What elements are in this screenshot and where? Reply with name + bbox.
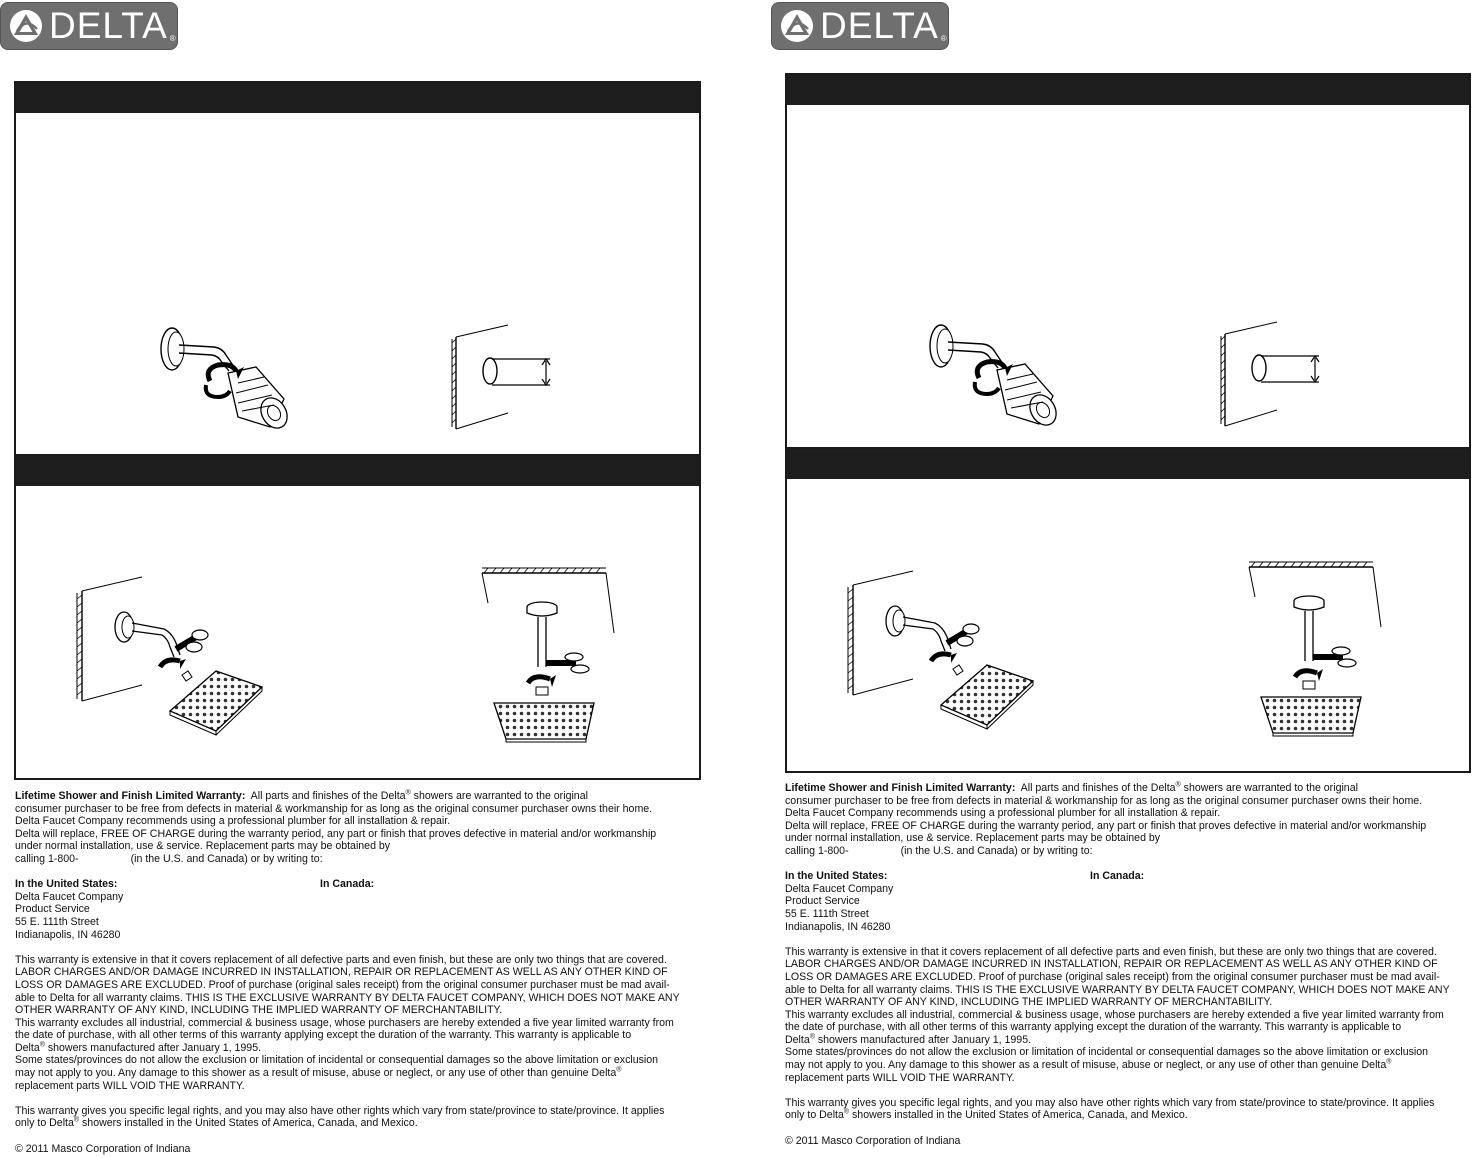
warranty-line: showers installed in the United States of America, Canada, and Mexico. (79, 1117, 418, 1130)
copyright: © 2011 Masco Corporation of Indiana (785, 1134, 961, 1147)
warranty-line: OTHER WARRANTY OF ANY KIND, INCLUDING THE IMPLIED WARRANTY OF MERCHANTABILITY. (15, 1004, 503, 1017)
warranty-line: only to Delta (785, 1109, 844, 1122)
warranty-line: OTHER WARRANTY OF ANY KIND, INCLUDING THE IMPLIED WARRANTY OF MERCHANTABILITY. (785, 996, 1273, 1009)
warranty-line: LABOR CHARGES AND/OR DAMAGE INCURRED IN INSTALLATION, REPAIR OR REPLACEMENT AS WELL AS ANY OTHER KIND OF (785, 958, 1438, 971)
warranty-line: LOSS OR DAMAGES ARE EXCLUDED. Proof of purchase (original sales receipt) from the original consumer purchaser must be mad avail- (15, 978, 670, 991)
warranty-intro: All parts and finishes of the Delta (250, 790, 406, 802)
step-box-1 (14, 81, 701, 457)
wall-mount-square-head-illustration (839, 565, 1059, 735)
warranty-intro-end: showers are warranted to the original (1180, 782, 1358, 794)
canada-heading: In Canada: (1090, 870, 1145, 883)
warranty-line: may not apply to you. Any damage to this shower as a result of misuse, abuse or neglect, or any use of other than genuine Delta (15, 1067, 617, 1080)
brand-name: DELTA (820, 5, 939, 46)
ceiling-mount-square-head-illustration (1243, 557, 1403, 737)
round-showerhead-illustration (921, 320, 1071, 440)
warranty-line: LOSS OR DAMAGES ARE EXCLUDED. Proof of purchase (original sales receipt) from the original consumer purchaser must be mad avail- (785, 970, 1440, 983)
warranty-line: Delta will replace, FREE OF CHARGE during the warranty period, any part or finish that proves defective in material and/or workmanship (15, 827, 657, 840)
step-box-2 (785, 447, 1471, 773)
us-address-line: Delta Faucet Company (15, 890, 124, 903)
registered-mark: ® (1175, 781, 1181, 789)
brand-name: DELTA (49, 5, 168, 46)
step-header-bar (16, 456, 699, 486)
address-block (15, 878, 680, 941)
right-page (770, 0, 1480, 1158)
warranty-line: Some states/provinces do not allow the exclusion or limitation of incidental or consequential damages so the above limitation or exclusion (15, 1054, 659, 1067)
copyright: © 2011 Masco Corporation of Indiana (15, 1142, 191, 1155)
ceiling-mount-square-head-illustration (476, 563, 636, 743)
delta-mark-icon (9, 9, 43, 43)
address-block (785, 870, 1450, 933)
warranty-title: Lifetime Shower and Finish Limited Warranty: (785, 782, 1016, 794)
warranty-line: replacement parts WILL VOID THE WARRANTY. (15, 1079, 245, 1092)
registered-mark: ® (940, 34, 947, 43)
warranty-line: only to Delta (15, 1117, 74, 1130)
registered-mark: ® (616, 1066, 622, 1074)
warranty-line: This warranty excludes all industrial, commercial & business usage, whose purchasers are hereby extended a five year limited warranty from (15, 1016, 674, 1029)
phone-note: (in the U.S. and Canada) or by writing to: (900, 844, 1093, 857)
us-address-line: 55 E. 111th Street (15, 915, 99, 928)
wall-outlet-illustration (450, 323, 560, 433)
warranty-line: This warranty excludes all industrial, commercial & business usage, whose purchasers are hereby extended a five year limited warranty from (785, 1008, 1444, 1021)
warranty-line: Delta Faucet Company recommends using a professional plumber for all installation & repair. (15, 815, 451, 828)
warranty-line: showers installed in the United States of America, Canada, and Mexico. (849, 1109, 1188, 1122)
step-header-bar (787, 449, 1469, 479)
delta-mark-icon (780, 9, 814, 43)
warranty-line: showers manufactured after January 1, 1995. (44, 1041, 262, 1054)
registered-mark: ® (73, 1116, 80, 1124)
registered-mark: ® (39, 1041, 45, 1049)
warranty-line: the date of purchase, with all other terms of this warranty applying except the duration of the warranty. This warranty is applicable to (785, 1021, 1402, 1034)
registered-mark: ® (843, 1108, 850, 1116)
us-address-line: Product Service (785, 895, 860, 908)
warranty-line: This warranty gives you specific legal rights, and you may also have other rights which vary from state/province to state/province. It applies (785, 1096, 1435, 1109)
us-heading: In the United States: (785, 870, 888, 883)
warranty-line: consumer purchaser to be free from defects in material & workmanship for as long as the original consumer purchaser owns their home. (15, 802, 653, 815)
warranty-title: Lifetime Shower and Finish Limited Warranty: (15, 790, 246, 802)
us-address-line: Product Service (15, 903, 90, 916)
warranty-line: under normal installation, use & service. Replacement parts may be obtained by (785, 832, 1161, 845)
warranty-line: may not apply to you. Any damage to this shower as a result of misuse, abuse or neglect, or any use of other than genuine Delta (785, 1059, 1387, 1072)
warranty-line: showers manufactured after January 1, 1995. (814, 1033, 1032, 1046)
us-address-line: Indianapolis, IN 46280 (785, 920, 891, 933)
step-box-2 (14, 454, 701, 780)
warranty-text (15, 790, 680, 1155)
canada-heading: In Canada: (320, 878, 375, 891)
us-address-line: Delta Faucet Company (785, 882, 894, 895)
us-heading: In the United States: (15, 878, 118, 891)
us-address-line: Indianapolis, IN 46280 (15, 928, 121, 941)
phone-label: calling 1-800- (785, 844, 849, 857)
delta-word: Delta (15, 1041, 40, 1054)
warranty-line: consumer purchaser to be free from defects in material & workmanship for as long as the original consumer purchaser owns their home. (785, 794, 1423, 807)
warranty-line: This warranty gives you specific legal rights, and you may also have other rights which vary from state/province to state/province. It applies (15, 1104, 665, 1117)
warranty-line: Delta will replace, FREE OF CHARGE during the warranty period, any part or finish that proves defective in material and/or workmanship (785, 819, 1427, 832)
warranty-line: replacement parts WILL VOID THE WARRANTY. (785, 1071, 1015, 1084)
warranty-line: This warranty is extensive in that it covers replacement of all defective parts and even finish, but these are only two things that are covered. (785, 945, 1437, 958)
delta-word: Delta (785, 1033, 810, 1046)
warranty-line: under normal installation, use & service. Replacement parts may be obtained by (15, 840, 391, 853)
registered-mark: ® (169, 34, 176, 43)
wall-outlet-illustration (1219, 320, 1329, 430)
wall-mount-square-head-illustration (68, 571, 288, 741)
warranty-text (785, 782, 1450, 1147)
step-header-bar (16, 83, 699, 113)
phone-label: calling 1-800- (15, 852, 79, 865)
warranty-line: the date of purchase, with all other terms of this warranty applying except the duration of the warranty. This warranty is applicable to (15, 1029, 632, 1042)
round-showerhead-illustration (152, 323, 302, 443)
step-box-1 (785, 73, 1471, 450)
registered-mark: ® (1386, 1058, 1392, 1066)
warranty-line: Some states/provinces do not allow the exclusion or limitation of incidental or consequential damages so the above limitation or exclusion (785, 1046, 1429, 1059)
registered-mark: ® (809, 1033, 815, 1041)
warranty-intro: All parts and finishes of the Delta (1020, 782, 1176, 794)
warranty-line: able to Delta for all warranty claims. THIS IS THE EXCLUSIVE WARRANTY BY DELTA FAUCET COMPANY, WHICH DOES NOT MAKE ANY (15, 991, 680, 1004)
delta-logo (771, 2, 949, 50)
registered-mark: ® (405, 789, 411, 797)
warranty-intro-end: showers are warranted to the original (410, 790, 588, 802)
us-address-line: 55 E. 111th Street (785, 907, 869, 920)
phone-note: (in the U.S. and Canada) or by writing to: (130, 852, 323, 865)
delta-logo (0, 2, 178, 50)
step-header-bar (787, 75, 1469, 105)
warranty-line: able to Delta for all warranty claims. THIS IS THE EXCLUSIVE WARRANTY BY DELTA FAUCET COMPANY, WHICH DOES NOT MAKE ANY (785, 983, 1450, 996)
warranty-line: Delta Faucet Company recommends using a professional plumber for all installation & repair. (785, 807, 1221, 820)
warranty-line: LABOR CHARGES AND/OR DAMAGE INCURRED IN INSTALLATION, REPAIR OR REPLACEMENT AS WELL AS ANY OTHER KIND OF (15, 966, 668, 979)
warranty-line: This warranty is extensive in that it covers replacement of all defective parts and even finish, but these are only two things that are covered. (15, 953, 667, 966)
